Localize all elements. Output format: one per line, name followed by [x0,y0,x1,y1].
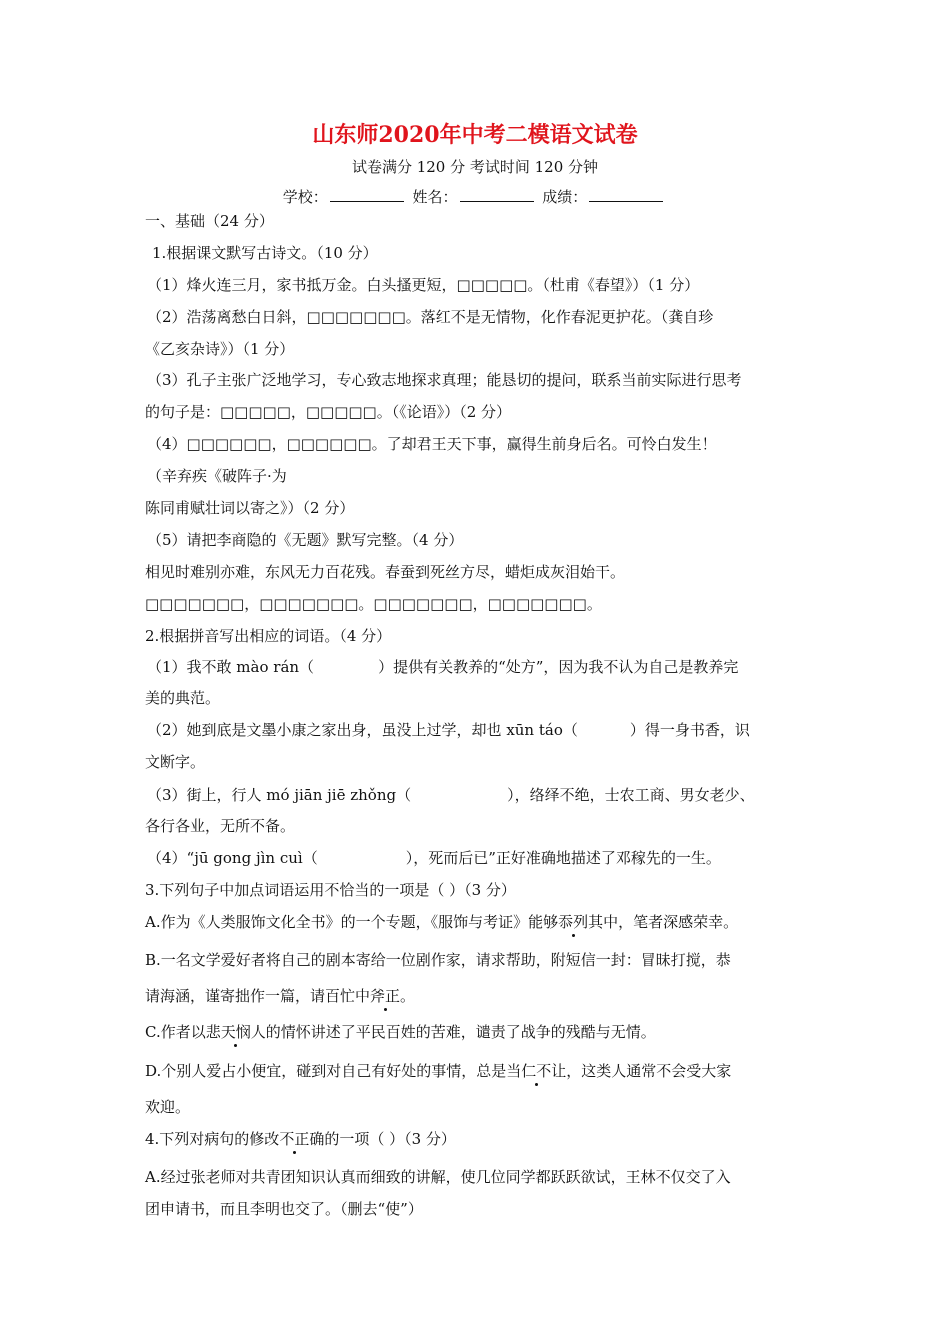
q2-text: （1）我不敢 mào rán（ [147,658,315,676]
q4-option-a[interactable]: A.经过张老师对共青团知识认真而细致的讲解，使几位同学都跃跃欲试，王林不仅交了入 [145,1168,731,1186]
option-text: A.作为《人类服饰文化全书》的一个专题，《服饰与考证》能够 [145,913,559,931]
q2-stem: 2.根据拼音写出相应的词语。（4 分） [145,627,392,645]
school-field[interactable] [330,187,404,202]
score-field[interactable] [589,187,663,202]
q1-line: （3）孔子主张广泛地学习，专心致志地探求真理；能恳切的提问，联系当前实际进行思考 [147,371,742,389]
q3-option-c[interactable] [145,1022,656,1042]
stem-text: 4.下列对病句的修改 [145,1130,280,1148]
q1-line: 的句子是：□□□□□，□□□□□。（《论语》）（2 分） [145,403,512,421]
q1-line: （2）浩荡离愁白日斜，□□□□□□□。落红不是无情物，化作春泥更护花。（龚自珍 [147,308,714,326]
q2-line [147,848,721,868]
emphasized-word: 忝列 [558,913,589,931]
q2-text: （2）她到底是文墨小康之家出身，虽没上过学，却也 xūn táo（ [147,721,578,739]
section-heading: 一、基础（24 分） [145,212,274,230]
q2-text: （4）“jū gong jìn cuì（ [147,849,318,867]
q3-option-d[interactable] [145,1061,731,1081]
option-text: 请海涵，谨寄拙作一篇，请百忙中 [145,987,371,1005]
name-label: 姓名： [412,188,458,206]
emphasized-word: 悲天悯人 [205,1023,266,1041]
q1-line: 相见时难别亦难，东风无力百花残。春蚕到死丝方尽，蜡炬成灰泪始干。 [145,563,626,581]
q4-option-a-cont: 团申请书，而且李明也交了。（删去“使”） [145,1200,423,1218]
student-info-line [0,186,950,207]
q2-line [147,720,750,740]
q2-text: ）得一身书香，识 [629,721,750,739]
q2-text: ），络绎不绝，士农工商、男女老少、 [507,786,755,804]
q3-option-d-cont: 欢迎。 [145,1098,191,1116]
q1-line: 《乙亥杂诗》）（1 分） [145,340,295,358]
q2-line [147,785,755,805]
q2-line: 文断字。 [145,753,206,771]
q3-option-b-cont [145,986,415,1006]
option-text: ，这类人通常不会受大家 [566,1062,732,1080]
q2-text: ）提供有关教养的“处方”，因为我不认为自己是教养完 [378,658,739,676]
emphasized-word: 当仁不让 [506,1062,567,1080]
q1-line: （辛弃疾《破阵子·为 [147,467,287,485]
option-text: 。 [400,987,416,1005]
q2-text: ），死而后已”正好准确地描述了邓稼先的一生。 [405,849,721,867]
q1-stem: 1.根据课文默写古诗文。（10 分） [152,244,378,262]
q3-option-a[interactable] [145,912,738,932]
stem-text: 确的一项（ ）（3 分） [309,1130,456,1148]
option-text: D.个别人爱占小便宜，碰到对自己有好处的事情，总是 [145,1062,507,1080]
option-text: 其中，笔者深感荣幸。 [588,913,739,931]
option-text: C.作者以 [145,1023,206,1041]
q3-option-b[interactable]: B.一名文学爱好者将自己的剧本寄给一位剧作家，请求帮助，附短信一封：冒昧打搅，恭 [145,951,731,969]
q1-line: （4）□□□□□□，□□□□□□。了却君王天下事，赢得生前身后名。可怜白发生！ [147,435,717,453]
q1-line: □□□□□□□，□□□□□□□。□□□□□□□，□□□□□□□。 [145,595,602,613]
q3-stem: 3.下列句子中加点词语运用不恰当的一项是（ ）（3 分） [145,881,516,899]
option-text: 的情怀讲述了平民百姓的苦难，谴责了战争的残酷与无情。 [265,1023,656,1041]
exam-subtitle: 试卷满分 120 分 考试时间 120 分钟 [351,158,599,176]
score-label: 成绩： [542,188,588,206]
emphasized-word: 斧正 [370,987,401,1005]
school-label: 学校： [282,188,328,206]
emphasized-word: 不正 [279,1130,310,1148]
q1-line: （5）请把李商隐的《无题》默写完整。（4 分） [147,531,464,549]
exam-title: 山东师2020年中考二模语文试卷 [312,122,638,148]
q2-text: （3）街上，行人 mó jiān jiē zhǒng（ [147,786,412,804]
q2-line: 各行各业，无所不备。 [145,817,296,835]
name-field[interactable] [460,187,534,202]
q1-line: 陈同甫赋壮词以寄之》）（2 分） [145,499,355,517]
q2-line [147,657,738,677]
q2-line: 美的典范。 [145,689,221,707]
q4-stem [145,1129,456,1149]
q1-line: （1）烽火连三月，家书抵万金。白头搔更短，□□□□□。（杜甫《春望》）（1 分） [147,276,700,294]
